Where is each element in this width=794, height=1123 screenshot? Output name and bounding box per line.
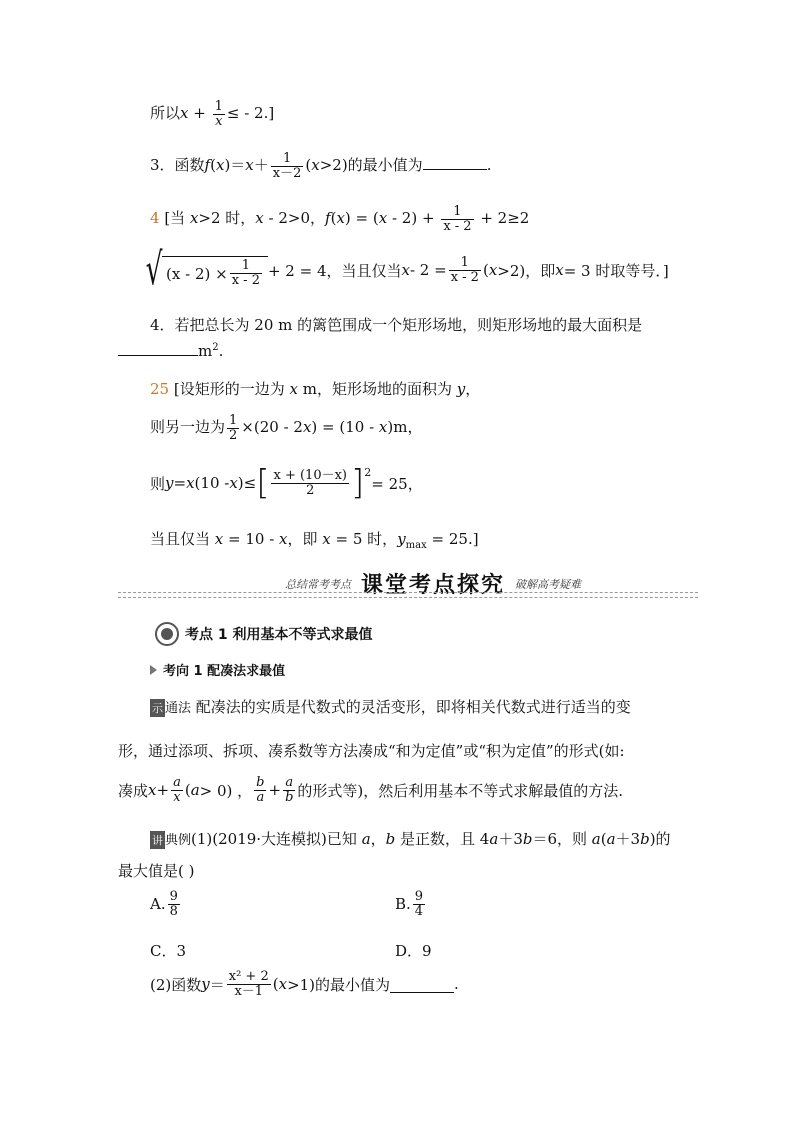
fraction (271, 152, 304, 180)
radicand (162, 256, 268, 290)
method-tag-icon: 示 (150, 699, 165, 717)
text: + (268, 781, 282, 800)
fraction (441, 205, 473, 233)
text: ( (272, 975, 279, 994)
sqrt-sign: √ (145, 244, 163, 295)
text: )的 (649, 830, 671, 848)
superscript: 2 (212, 342, 219, 353)
text: ≤ - 2.] (226, 104, 275, 123)
frac-den: b (285, 789, 294, 805)
kaoxiang-title: 考向 1 配凑法求最值 (163, 664, 286, 679)
frac-num: a (173, 775, 181, 790)
var-x: x (214, 530, 224, 548)
text: >2)的最小值为 (319, 156, 423, 175)
option-text: C．3 (150, 942, 187, 960)
banner-divider (118, 592, 698, 593)
fraction (227, 414, 239, 442)
text: >2 时， (198, 209, 256, 228)
banner-left-text: 总结常考考点 (285, 577, 351, 591)
text: ＝6，则 (532, 830, 592, 848)
method-label: 通法 (165, 701, 192, 716)
frac-den: x - 2 (443, 218, 472, 234)
var-b: b (522, 830, 533, 848)
text: 3．函数 (150, 156, 205, 175)
frac-num: 1 (453, 204, 462, 219)
frac-num: 1 (460, 254, 469, 270)
text: = 10 - (223, 530, 280, 548)
text: ， (370, 830, 386, 848)
method-line-3 (118, 776, 623, 804)
example-line-1 (150, 828, 671, 849)
fraction (230, 259, 262, 287)
text: ( (330, 209, 337, 228)
var-x: x (378, 418, 388, 437)
frac-num: 9 (169, 889, 178, 904)
option-c[interactable] (150, 940, 186, 961)
question-4-line-1 (150, 314, 642, 335)
text: > 0) ， (199, 781, 253, 800)
var-f: f (325, 209, 331, 228)
var-x: x (186, 474, 195, 492)
banner-divider (118, 597, 698, 598)
answer-blank[interactable] (118, 355, 198, 356)
answer-value: 4 (150, 209, 160, 228)
frac-den: 8 (169, 903, 178, 919)
text: 配凑法的实质是代数式的灵活变形，即将相关代数式进行适当的变 (191, 698, 631, 716)
method-line-2 (118, 740, 625, 761)
fraction (271, 469, 349, 497)
frac-den: x－2 (272, 165, 302, 181)
text: 则 (150, 474, 166, 493)
superscript: 2 (364, 466, 372, 479)
text: 凑成 (118, 781, 149, 800)
text: . (218, 342, 224, 360)
var-x: x (215, 156, 225, 175)
var-x: x (245, 156, 254, 175)
frac-den: x (171, 790, 183, 805)
example-line-2 (118, 860, 194, 881)
text: m (198, 342, 213, 360)
text: )＝ (224, 156, 246, 175)
text: - 2>0， (263, 209, 326, 228)
var-a: a (489, 830, 499, 848)
frac-num: x + (10－x) (273, 467, 347, 483)
var-f: f (204, 156, 211, 175)
text: . (454, 975, 459, 994)
left-bracket: [ (256, 463, 270, 503)
triangle-bullet-icon (150, 665, 157, 675)
text: 形，通过添项、拆项、凑系数等方法凑成“和为定值”或“积为定值”的形式(如: (118, 742, 625, 760)
text: [当 (159, 209, 190, 228)
frac-num: 1 (241, 258, 250, 274)
var-y: y (165, 474, 174, 492)
text: + 2 = 4，当且仅当 (267, 261, 402, 280)
fraction (168, 890, 180, 918)
lecture-tag-icon: 讲 (150, 831, 165, 849)
answer-4-line-1 (150, 378, 480, 399)
var-y: y (456, 380, 466, 398)
var-x: x (229, 474, 238, 492)
circle-target-icon (155, 622, 179, 646)
text: >1)的最小值为 (287, 975, 391, 994)
var-x: x (279, 530, 288, 548)
text: ， (465, 380, 481, 398)
text: ( (210, 156, 216, 175)
sqrt-expression (140, 244, 268, 295)
example-part-2 (150, 970, 459, 998)
frac-den: x - 2 (450, 269, 479, 285)
frac-num: b (256, 775, 265, 790)
example-label: 典例 (165, 833, 192, 848)
var-x: x (401, 261, 410, 279)
text: ( (305, 156, 312, 175)
var-b: b (385, 830, 396, 848)
frac-num: 1 (229, 413, 238, 428)
text: ×(20 - 2 (241, 418, 303, 437)
option-a[interactable] (150, 890, 182, 918)
section-banner (285, 568, 581, 599)
text: - 2) + (387, 209, 440, 228)
answer-value: 25 (150, 380, 170, 398)
text: - 2 = (409, 261, 447, 279)
frac-num: a (285, 775, 294, 790)
subscript: max (405, 540, 427, 551)
fraction (227, 970, 271, 998)
fraction (171, 776, 183, 804)
text: + (188, 104, 211, 123)
text: )≤ (237, 474, 257, 492)
top-conclusion-line (150, 100, 274, 128)
text: m，矩形场地的面积为 (297, 380, 457, 398)
fraction (254, 776, 266, 804)
text: 当且仅当 (150, 530, 215, 548)
var-y: y (397, 530, 406, 548)
answer-4-line-3 (150, 463, 423, 503)
frac-den: x (213, 114, 225, 129)
var-a: a (606, 830, 616, 848)
fraction (283, 776, 295, 804)
var-x: x (378, 209, 388, 228)
frac-den: 2 (271, 483, 349, 498)
var-x: x (180, 104, 189, 123)
var-y: y (201, 975, 210, 994)
text: = (173, 474, 187, 492)
text: 的形式等)，然后利用基本不等式求解最值的方法. (297, 781, 624, 800)
text: ( (184, 781, 191, 800)
answer-blank[interactable] (390, 976, 454, 993)
var-a: a (190, 781, 200, 800)
var-x: x (189, 209, 199, 228)
frac-num: 9 (414, 889, 424, 904)
var-x: x (311, 156, 320, 175)
frac-den: 4 (414, 903, 424, 919)
answer-3-line-2 (140, 244, 669, 295)
bracket-expression (256, 463, 365, 503)
text: = 25， (371, 474, 423, 493)
fraction (213, 100, 225, 128)
text: ) = (10 - (311, 418, 379, 437)
banner-title: 课堂考点探究 (361, 573, 506, 598)
text: 则另一边为 (150, 418, 226, 437)
kaodian-heading (155, 622, 373, 646)
text: (10 - (194, 474, 230, 492)
question-3 (150, 152, 491, 180)
text: . (486, 156, 492, 175)
text: = 3 时取等号．] (563, 261, 669, 280)
var-x: x (322, 530, 331, 548)
text: ( (600, 830, 607, 848)
text: (x - 2) × (166, 264, 228, 283)
text: (2)函数 (150, 975, 202, 994)
frac-num: x² + 2 (228, 969, 269, 984)
option-label: B. (395, 895, 411, 914)
text: = 25.] (426, 530, 479, 548)
frac-num: 1 (214, 99, 223, 114)
banner-right-text: 破解高考疑难 (515, 577, 582, 591)
text: 4．若把总长为 20 m 的篱笆围成一个矩形场地，则矩形场地的最大面积是 (150, 316, 643, 334)
text: + (156, 781, 170, 800)
frac-num: 1 (282, 151, 292, 166)
kaoxiang-heading (150, 660, 285, 679)
text: ＋ (253, 156, 269, 175)
answer-4-line-2 (150, 414, 422, 442)
var-x: x (336, 209, 345, 228)
text: ＋3 (615, 830, 641, 848)
right-bracket: ] (351, 463, 365, 503)
text: + 2≥2 (475, 209, 530, 228)
answer-4-line-4 (150, 528, 479, 551)
method-line-1 (150, 696, 631, 717)
answer-3-line-1 (150, 205, 529, 233)
text: )m， (387, 418, 423, 437)
var-a: a (591, 830, 601, 848)
var-b: b (640, 830, 650, 848)
option-text: D．9 (395, 942, 432, 960)
var-a: a (361, 830, 371, 848)
var-x: x (255, 209, 264, 228)
var-x: x (289, 380, 298, 398)
text: 是正数，且 4 (395, 830, 490, 848)
question-4-line-2 (118, 342, 223, 360)
option-b[interactable] (395, 890, 427, 918)
text: ＝ (209, 975, 225, 994)
fraction (413, 890, 425, 918)
text: ＋3 (498, 830, 523, 848)
var-x: x (555, 261, 564, 279)
text: ( (482, 261, 489, 279)
frac-den: x－1 (227, 984, 271, 999)
var-x: x (278, 975, 288, 994)
var-x: x (302, 418, 312, 437)
option-label: A. (150, 895, 166, 914)
text: 最大值是( ) (118, 862, 195, 880)
text: [设矩形的一边为 (169, 380, 290, 398)
var-x: x (488, 261, 498, 279)
fraction (449, 256, 481, 284)
kaodian-title: 考点 1 利用基本不等式求最值 (185, 627, 373, 643)
text: = 5 时， (330, 530, 398, 548)
text: 所以 (150, 104, 181, 123)
var-x: x (148, 781, 157, 800)
text: (1)(2019·大连模拟)已知 (191, 830, 362, 848)
option-d[interactable] (395, 940, 432, 961)
text: ，即 (287, 530, 323, 548)
frac-den: 2 (229, 427, 238, 443)
text: ) = ( (344, 209, 379, 228)
frac-den: a (254, 790, 266, 805)
text: >2)，即 (497, 261, 556, 280)
frac-den: x - 2 (231, 273, 260, 288)
answer-blank[interactable] (423, 169, 487, 170)
